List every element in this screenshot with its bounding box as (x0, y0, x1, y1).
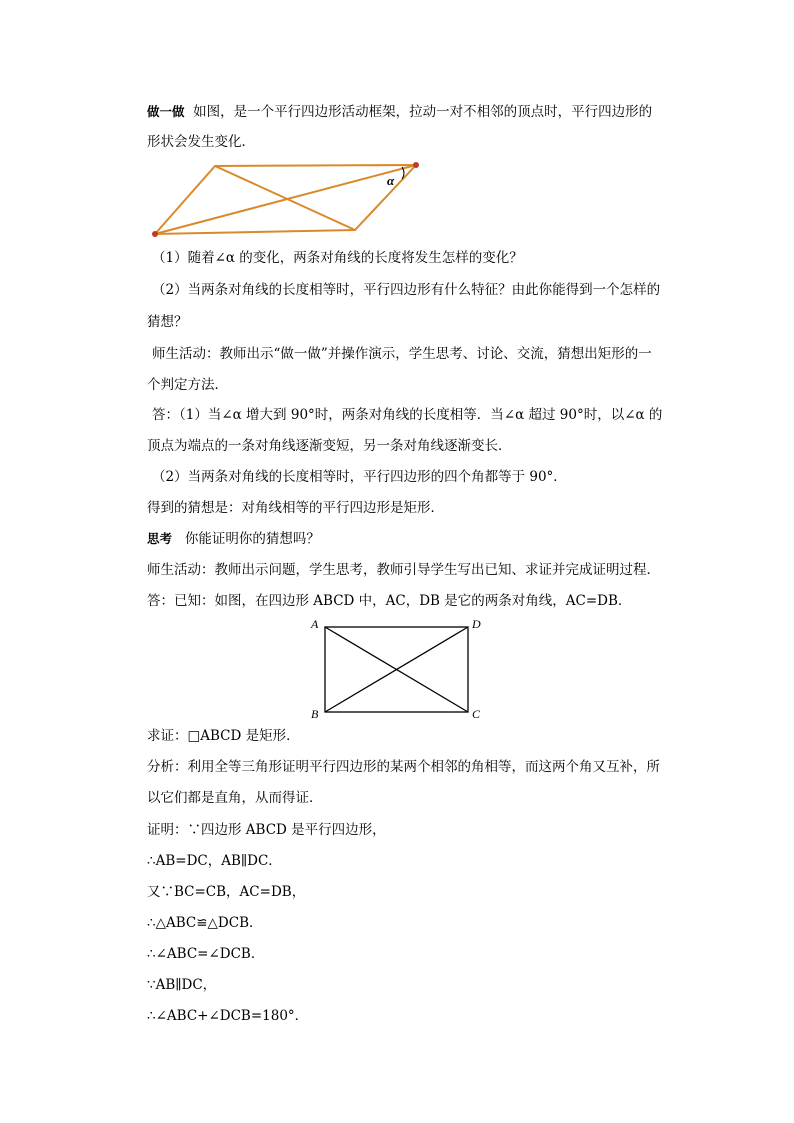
analysis-b: 以它们都是直角，从而得证． (147, 790, 323, 806)
intro-text: 如图，是一个平行四边形活动框架，拉动一对不相邻的顶点时，平行四边形的 (193, 104, 653, 120)
activity-1a: 师生活动：教师出示“做一做”并操作演示，学生思考、讨论、交流，猜想出矩形的一 (152, 346, 652, 362)
think-text: 你能证明你的猜想吗？ (184, 531, 320, 547)
think-label: 思考 (147, 531, 173, 546)
diagonal-long (155, 165, 416, 234)
proof-line: 又∵BC=CB，AC=DB， (147, 884, 306, 900)
rectangle-figure (305, 615, 490, 725)
question-2a: （2）当两条对角线的长度相等时，平行四边形有什么特征？由此你能得到一个怎样的 (152, 282, 661, 298)
prove-statement: 求证：□ABCD 是矩形． (147, 728, 300, 744)
parallelogram-figure (140, 155, 440, 245)
proof-line: ∵AB∥DC， (147, 977, 217, 993)
vertex-label-b: B (311, 707, 319, 721)
proof-line: ∴∠ABC+∠DCB=180°． (147, 1008, 309, 1024)
section-label: 做一做 (147, 104, 185, 119)
answer-1b: 顶点为端点的一条对角线逐渐变短，另一条对角线逐渐变长． (147, 438, 512, 454)
question-1: （1）随着∠α 的变化，两条对角线的长度将发生怎样的变化？ (152, 250, 523, 266)
paragraph-intro-1 (147, 103, 652, 121)
vertex-label-a: A (311, 617, 319, 631)
angle-alpha-label: α (387, 173, 395, 188)
vertex-top-right (413, 162, 419, 168)
vertex-bottom-left (152, 231, 158, 237)
answer-1a: 答：（1）当∠α 增大到 90°时，两条对角线的长度相等．当∠α 超过 90°时，以∠α 的 (152, 407, 663, 423)
activity-2: 师生活动：教师出示问题，学生思考，教师引导学生写出已知、求证并完成证明过程． (147, 562, 660, 578)
proof-line: 证明：∵四边形 ABCD 是平行四边形， (147, 822, 386, 838)
analysis-a: 分析：利用全等三角形证明平行四边形的某两个相邻的角相等，而这两个角又互补，所 (147, 759, 660, 775)
proof-line: ∴△ABC≌△DCB． (147, 915, 263, 931)
vertex-label-c: C (472, 707, 481, 721)
question-2b: 猜想？ (147, 314, 188, 330)
vertex-label-d: D (472, 617, 481, 631)
answer-1d: 得到的猜想是：对角线相等的平行四边形是矩形． (147, 500, 444, 516)
paragraph-intro-2: 形状会发生变化． (147, 134, 255, 150)
diagonal-short (215, 166, 355, 230)
answer-1c: （2）当两条对角线的长度相等时，平行四边形的四个角都等于 90°． (152, 469, 567, 485)
proof-line: ∴∠ABC=∠DCB． (147, 946, 265, 962)
think-paragraph (147, 530, 320, 548)
activity-1b: 个判定方法． (147, 377, 228, 393)
given-statement: 答：已知：如图，在四边形 ABCD 中，AC，DB 是它的两条对角线，AC=DB． (147, 593, 632, 609)
proof-line: ∴AB=DC，AB∥DC． (147, 853, 282, 869)
